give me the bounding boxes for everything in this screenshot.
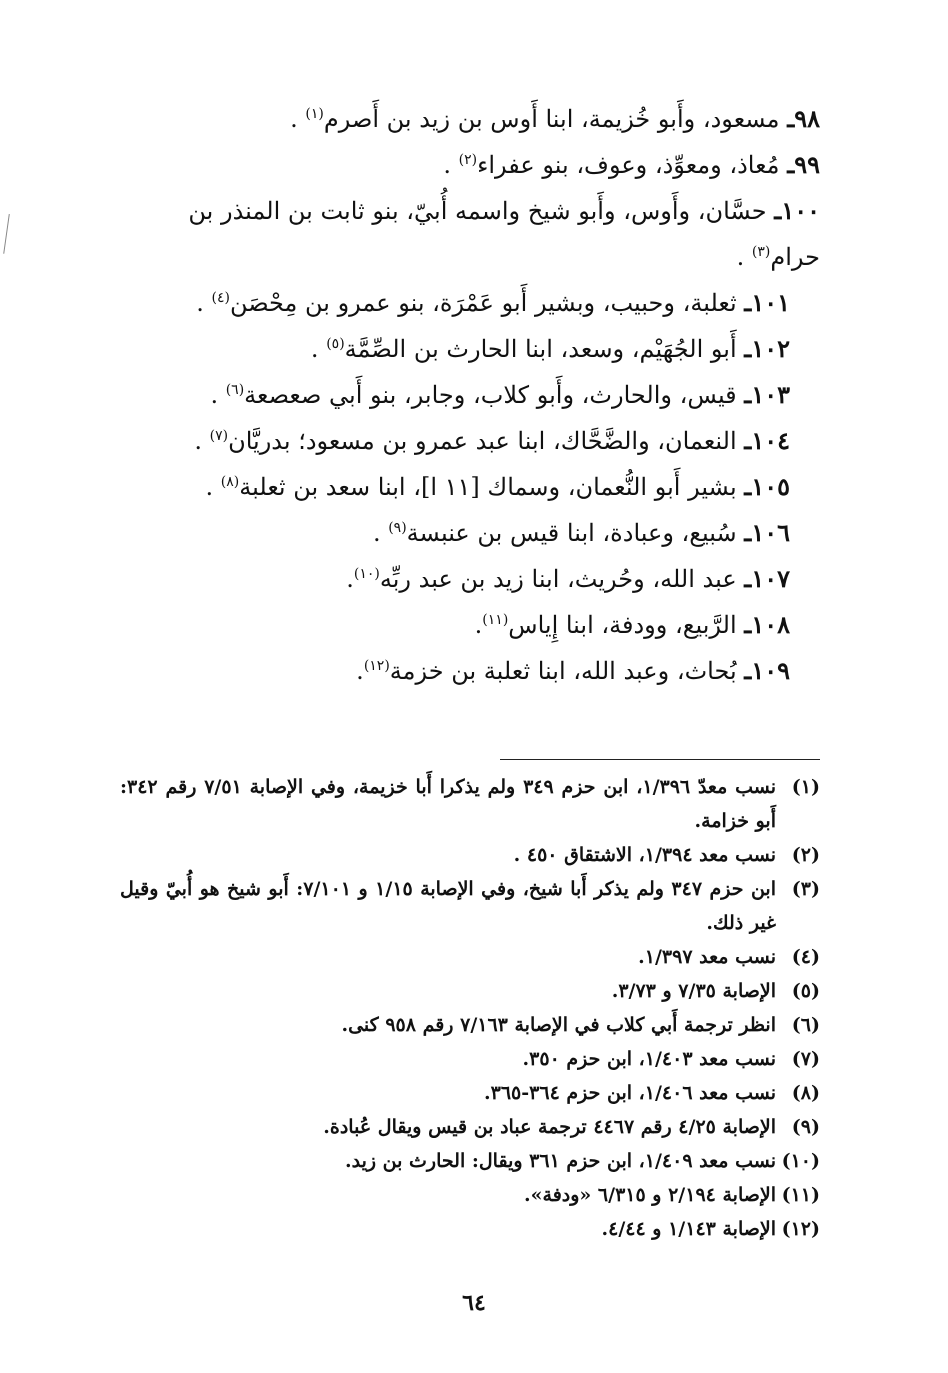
- footnote-2: [120, 838, 820, 872]
- entry-text: ثعلبة، وحبيب، وبشير أَبو عَمْرَة، بنو عمرو بن مِحْصَن: [229, 289, 737, 317]
- entry-end: .: [196, 289, 212, 317]
- entry-end: .: [474, 611, 483, 639]
- entry-text: سُبيع، وعبادة، ابنا قيس بن عنبسة: [406, 519, 737, 547]
- footnote-ref[interactable]: (١٢): [363, 658, 390, 674]
- entry-dash: ـ: [744, 334, 752, 363]
- footnote-7: [120, 1042, 820, 1076]
- footnote-separator: [500, 759, 820, 760]
- footnote-text: نسب معد ١/٣٩٧.: [638, 946, 776, 968]
- footnote-number: (١٢): [781, 1218, 820, 1240]
- entry-108: [120, 602, 790, 648]
- footnote-text: نسب معد ١/٤٠٦، ابن حزم ٣٦٤-٣٦٥.: [484, 1082, 776, 1104]
- footnote-text: ابن حزم ٣٤٧ ولم يذكر أَبا شيخ، وفي الإصابة ١/١٥ و ٧/١٠١: أَبو شيخ هو أُبيّ وقيل غير ذلك.: [120, 878, 777, 934]
- footnote-number: (٧): [791, 1048, 820, 1070]
- entry-100: [120, 188, 820, 280]
- entry-text: مُعاذ، ومعوِّذ، وعوف، بنو عفراء: [477, 151, 780, 179]
- footnote-11: [120, 1178, 820, 1212]
- footnote-ref[interactable]: (٢): [458, 152, 478, 168]
- entry-number: ١٠٨: [751, 610, 790, 639]
- footnote-text: نسب معد ١/٤٠٩، ابن حزم ٣٦١ ويقال: الحارث بن زيد.: [345, 1150, 776, 1172]
- footnote-text: انظر ترجمة أَبي كلاب في الإصابة ٧/١٦٣ رقم ٩٥٨ كنى.: [341, 1014, 776, 1036]
- entry-number: ١٠٩: [751, 656, 790, 685]
- footnote-text: الإصابة ١/١٤٣ و ٤/٤٤.: [601, 1218, 776, 1240]
- footnote-9: [120, 1110, 820, 1144]
- entry-number: ١٠٦: [751, 518, 790, 547]
- entry-number: ١٠٤: [751, 426, 790, 455]
- entry-text: أَبو الجُهَيْم، وسعد، ابنا الحارث بن الصِّمَّة: [344, 335, 737, 363]
- entry-number: ١٠٧: [751, 564, 790, 593]
- entry-99: [120, 142, 820, 188]
- entry-dash: ـ: [774, 196, 782, 225]
- entry-number: ١٠٣: [751, 380, 790, 409]
- entry-end: .: [443, 151, 459, 179]
- entry-number: ١٠١: [751, 288, 790, 317]
- entry-number: ٩٨: [794, 104, 820, 133]
- entry-109: [120, 648, 790, 694]
- footnote-text: نسب معد ١/٣٩٤، الاشتقاق ٤٥٠ .: [513, 844, 776, 866]
- footnote-number: (٩): [791, 1116, 820, 1138]
- footnote-ref[interactable]: (٥): [326, 336, 345, 352]
- footnote-ref[interactable]: (٩): [388, 520, 407, 536]
- entry-number: ١٠٢: [751, 334, 790, 363]
- entry-dash: ـ: [744, 610, 752, 639]
- footnote-6: [120, 1008, 820, 1042]
- entry-dash: ـ: [744, 518, 752, 547]
- entry-end: .: [210, 381, 226, 409]
- footnote-4: [120, 940, 820, 974]
- footnote-ref[interactable]: (٦): [225, 382, 245, 398]
- entry-text: الرَّبيع، وودفة، ابنا إِياس: [508, 611, 737, 639]
- entry-107: [120, 556, 790, 602]
- entry-dash: ـ: [744, 656, 752, 685]
- footnote-number: (٣): [791, 878, 820, 900]
- footnote-number: (٨): [791, 1082, 820, 1104]
- entry-text-cont: حرام: [770, 243, 820, 271]
- entry-text: مسعود، وأَبو خُزيمة، ابنا أَوس بن زيد بن أَصرم: [323, 105, 780, 133]
- entry-98: [120, 96, 820, 142]
- footnote-ref[interactable]: (٤): [211, 290, 230, 306]
- entry-end: .: [205, 473, 221, 501]
- entry-105: [120, 464, 790, 510]
- entry-dash: ـ: [744, 564, 752, 593]
- footnote-1: [120, 770, 820, 838]
- footnote-number: (٢): [791, 844, 820, 866]
- footnote-ref[interactable]: (١): [305, 106, 324, 122]
- footnote-8: [120, 1076, 820, 1110]
- margin-scan-mark: [3, 214, 12, 254]
- entry-text: حسَّان، وأَوس، وأَبو شيخ واسمه أُبيّ، بنو ثابت بن المنذر بن: [188, 197, 767, 225]
- main-text-body: [120, 96, 820, 694]
- entry-102: [120, 326, 790, 372]
- page-number: ٦٤: [462, 1290, 486, 1316]
- entry-text: قيس، والحارث، وأَبو كلاب، وجابر، بنو أَبي صعصعة: [244, 381, 737, 409]
- entry-end: .: [356, 657, 364, 685]
- entry-number: ٩٩: [794, 150, 820, 179]
- entry-103: [120, 372, 790, 418]
- entry-text: النعمان، والضَّحَّاك، ابنا عبد عمرو بن مسعود؛ بدريَّان: [228, 427, 737, 455]
- footnote-12: [120, 1212, 820, 1246]
- entry-continuation: [120, 234, 820, 280]
- footnote-ref[interactable]: (٧): [209, 428, 229, 444]
- footnote-number: (٤): [791, 946, 820, 968]
- entry-text: بشير أَبو النُّعمان، وسماك [١١ ا]، ابنا سعد بن ثعلبة: [239, 473, 737, 501]
- entry-end: .: [310, 335, 327, 363]
- footnote-5: [120, 974, 820, 1008]
- footnote-ref[interactable]: (٣): [751, 244, 771, 260]
- footnote-3: [120, 872, 820, 940]
- footnote-ref[interactable]: (١٠): [353, 566, 380, 582]
- footnote-text: نسب معد ١/٤٠٣، ابن حزم ٣٥٠.: [522, 1048, 776, 1070]
- entry-dash: ـ: [744, 472, 752, 501]
- entry-dash: ـ: [787, 150, 795, 179]
- entry-number: ١٠٥: [751, 472, 790, 501]
- footnote-ref[interactable]: (١١): [482, 612, 509, 628]
- entry-106: [120, 510, 790, 556]
- entry-dash: ـ: [744, 380, 752, 409]
- footnote-text: الإصابة ٢/١٩٤ و ٦/٣١٥ «ودفة».: [524, 1184, 776, 1206]
- footnote-ref[interactable]: (٨): [220, 474, 240, 490]
- entry-text: عبد الله، وحُريث، ابنا زيد بن عبد ربِّه: [379, 565, 737, 593]
- footnote-text: الإصابة ٤/٢٥ رقم ٤٤٦٧ ترجمة عباد بن قيس ويقال عُبادة.: [323, 1116, 776, 1138]
- footnote-number: (١٠): [781, 1150, 820, 1172]
- entry-number: ١٠٠: [781, 196, 820, 225]
- footnote-number: (١١): [781, 1184, 820, 1206]
- footnotes-section: [120, 770, 820, 1246]
- entry-104: [120, 418, 790, 464]
- footnote-text: نسب معدّ ١/٣٩٦، ابن حزم ٣٤٩ ولم يذكرا أَبا خزيمة، وفي الإصابة ٧/٥١ رقم ٣٤٢: أَبو خزامة.: [120, 776, 777, 832]
- entry-end: .: [346, 565, 354, 593]
- entry-end: .: [736, 243, 752, 271]
- entry-end: .: [372, 519, 389, 547]
- entry-dash: ـ: [744, 426, 752, 455]
- entry-text: بُحاث، وعبد الله، ابنا ثعلبة بن خزمة: [389, 657, 737, 685]
- entry-dash: ـ: [744, 288, 752, 317]
- footnote-number: (٥): [791, 980, 820, 1002]
- footnote-number: (١): [791, 776, 820, 798]
- entry-dash: ـ: [787, 104, 795, 133]
- footnote-number: (٦): [791, 1014, 820, 1036]
- entry-end: .: [194, 427, 210, 455]
- footnote-text: الإصابة ٧/٣٥ و ٣/٧٣.: [611, 980, 776, 1002]
- footnote-10: [120, 1144, 820, 1178]
- entry-end: .: [290, 105, 306, 133]
- entry-101: [120, 280, 790, 326]
